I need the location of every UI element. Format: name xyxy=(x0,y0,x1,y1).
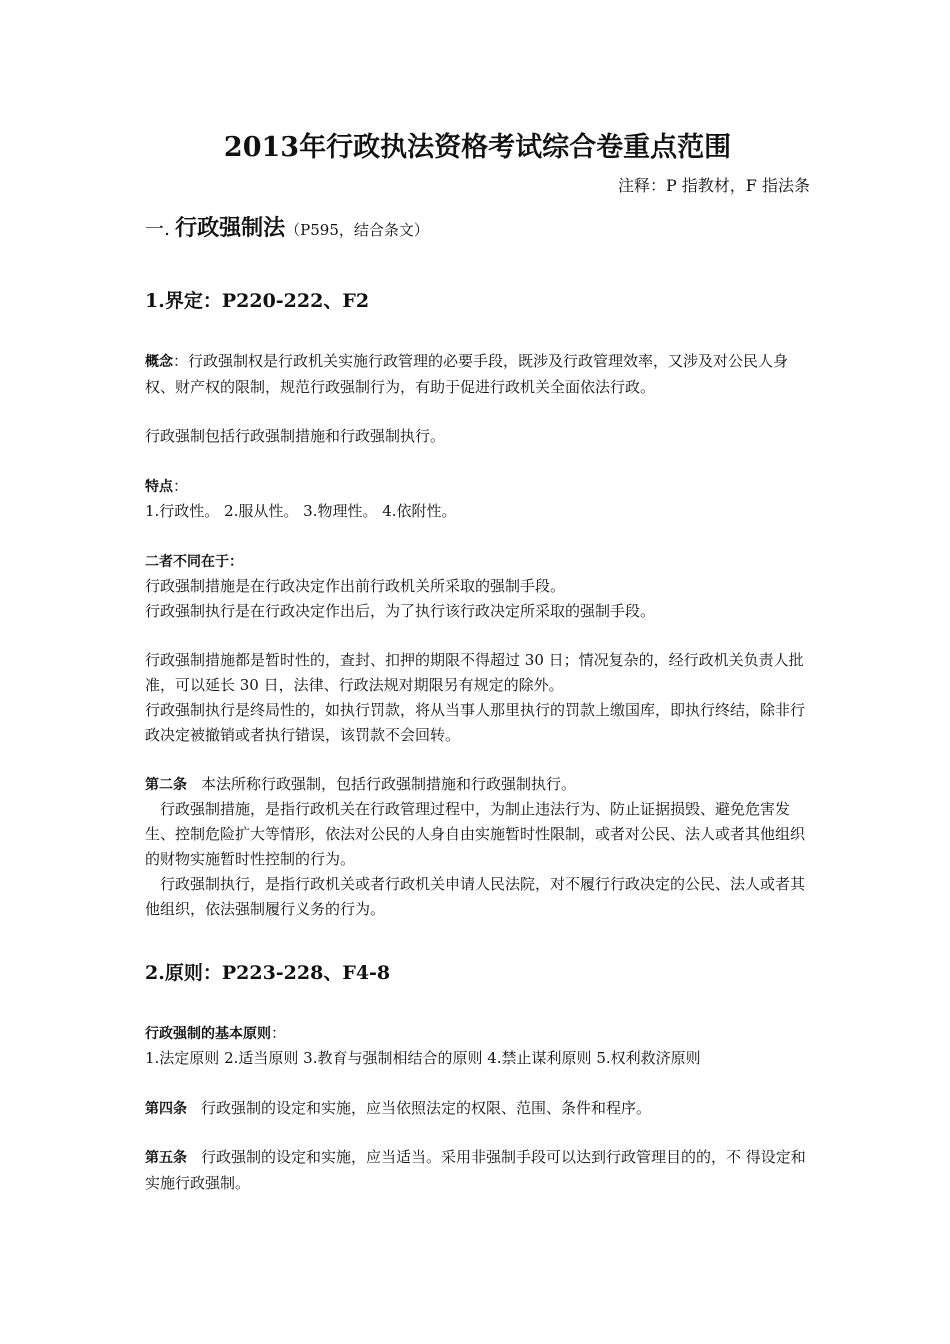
principles-label: 行政强制的基本原则 xyxy=(145,1026,271,1042)
article-2-enforcement: 行政强制执行，是指行政机关或者行政机关申请人民法院，对不履行行政决定的公民、法人或者其他组织，依法强制履行义务的行为。 xyxy=(145,875,806,918)
difference-label: 二者不同在于： xyxy=(145,554,243,570)
principles-colon: ： xyxy=(271,1024,287,1042)
difference-line-1: 行政强制措施是在行政决定作出前行政机关所采取的强制手段。 xyxy=(145,577,566,595)
article-5-paragraph xyxy=(145,1145,810,1196)
article-2-paragraph xyxy=(145,772,810,798)
section-title: 行政强制法 xyxy=(175,215,286,241)
section-heading xyxy=(145,210,429,248)
article-5-label: 第五条 xyxy=(145,1150,187,1166)
concept-text: ：行政强制权是行政机关实施行政管理的必要手段，既涉及行政管理效率，又涉及对公民人身权、财产权的限制，规范行政强制行为，有助于促进行政机关全面依法行政。 xyxy=(145,352,789,396)
subheading-principles: 2.原则：P223-228、F4-8 xyxy=(145,962,391,984)
principles-list: 1.法定原则 2.适当原则 3.教育与强制相结合的原则 4.禁止谋利原则 5.权利救济原则 xyxy=(145,1049,701,1067)
article-2-text: 本法所称行政强制，包括行政强制措施和行政强制执行。 xyxy=(201,775,577,793)
features-list: 1.行政性。 2.服从性。 3.物理性。 4.依附性。 xyxy=(145,502,457,520)
difference-label-line xyxy=(145,549,810,575)
article-2-label: 第二条 xyxy=(145,777,187,793)
final-paragraph: 行政强制执行是终局性的，如执行罚款，将从当事人那里执行的罚款上缴国库，即执行终结，除非行政决定被撤销或者执行错误，该罚款不会回转。 xyxy=(145,701,806,744)
concept-paragraph xyxy=(145,349,810,400)
article-4-paragraph xyxy=(145,1096,810,1122)
includes-paragraph: 行政强制包括行政强制措施和行政强制执行。 xyxy=(145,427,446,445)
article-4-label: 第四条 xyxy=(145,1101,187,1117)
concept-label: 概念 xyxy=(145,354,173,370)
features-colon: ： xyxy=(173,477,189,495)
document-title: 2013年行政执法资格考试综合卷重点范围 xyxy=(223,132,732,163)
section-number: 一. xyxy=(145,218,171,240)
article-5-text: 行政强制的设定和实施，应当适当。采用非强制手段可以达到行政管理目的的，不 得设定和实施行政强制。 xyxy=(145,1148,806,1192)
features-label-line xyxy=(145,474,810,500)
temporary-paragraph: 行政强制措施都是暂时性的，查封、扣押的期限不得超过 30 日；情况复杂的，经行政机关负责人批准，可以延长 30 日，法律、行政法规对期限另有规定的除外。 xyxy=(145,651,804,694)
principles-label-line xyxy=(145,1021,810,1047)
subheading-definition: 1.界定：P220-222、F2 xyxy=(145,290,370,312)
difference-line-2: 行政强制执行是在行政决定作出后，为了执行该行政决定所采取的强制手段。 xyxy=(145,602,656,620)
features-label: 特点 xyxy=(145,479,173,495)
section-subtitle: （P595，结合条文） xyxy=(285,221,429,239)
article-2-measures: 行政强制措施，是指行政机关在行政管理过程中，为制止违法行为、防止证据损毁、避免危害发生、控制危险扩大等情形，依法对公民的人身自由实施暂时性限制，或者对公民、法人或者其他组织的财物实施暂时性控制的行为。 xyxy=(145,800,806,868)
article-4-text: 行政强制的设定和实施，应当依照法定的权限、范围、条件和程序。 xyxy=(201,1099,652,1117)
annotation-note: 注释：P 指教材，F 指法条 xyxy=(617,176,810,195)
